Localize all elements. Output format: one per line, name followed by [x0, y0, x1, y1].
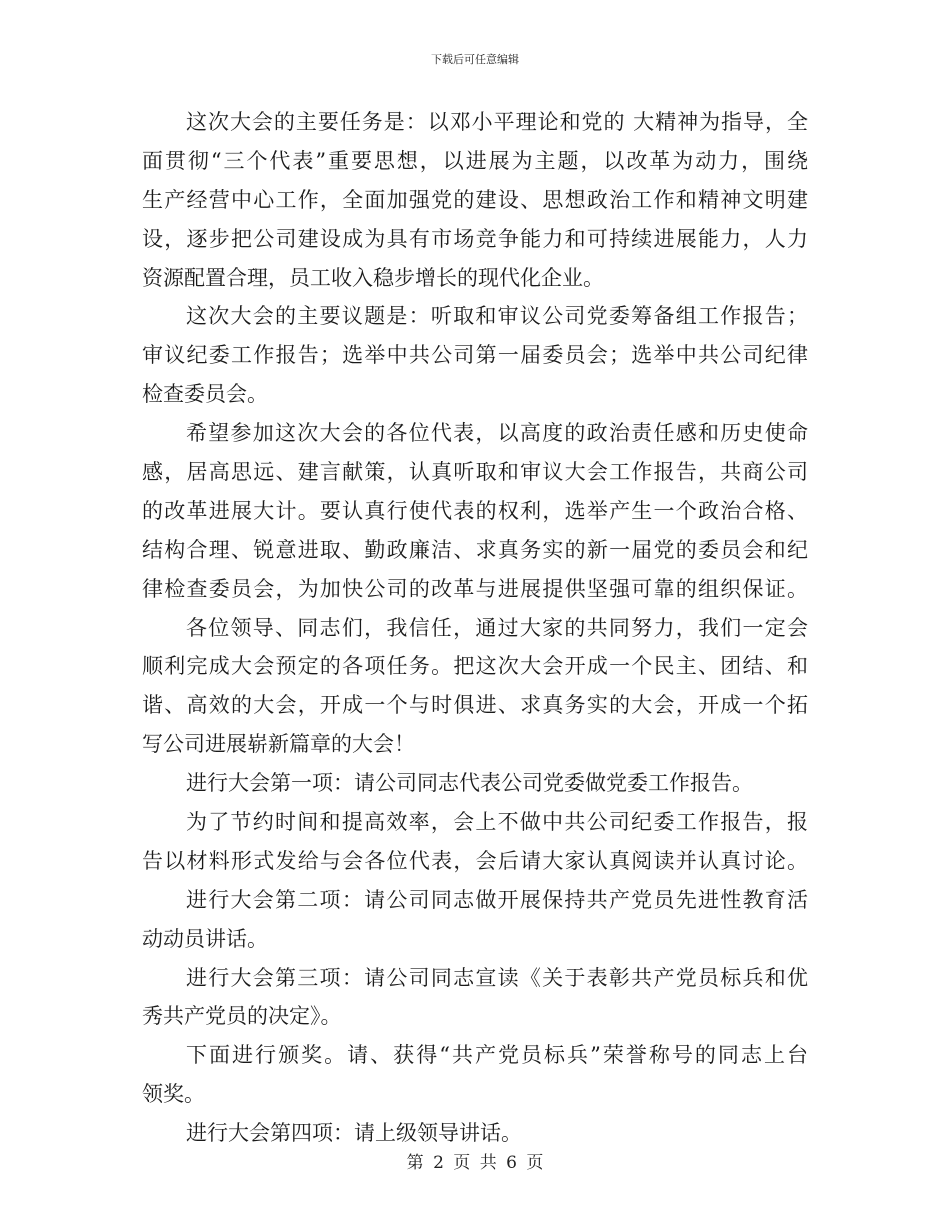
text-line: 设，逐步把公司建设成为具有市场竞争能力和可持续进展能力，人力 — [142, 226, 808, 251]
page-header: 下载后可任意编辑 — [431, 53, 519, 66]
text-line: 进行大会第一项：请公司同志代表公司党委做党委工作报告。 — [186, 771, 753, 796]
text-line: 为了节约时间和提高效率，会上不做中共公司纪委工作报告，报 — [186, 810, 808, 835]
text-line: 审议纪委工作报告；选举中共公司第一届委员会；选举中共公司纪律 — [142, 343, 808, 368]
text-line: 这次大会的主要任务是：以邓小平理论和党的 大精神为指导，全 — [186, 110, 808, 134]
text-line: 顺利完成大会预定的各项任务。把这次大会开成一个民主、团结、和 — [142, 654, 808, 679]
text-line: 感，居高思远、建言献策，认真听取和审议大会工作报告，共商公司 — [142, 460, 808, 485]
text-line: 谐、高效的大会，开成一个与时俱进、求真务实的大会，开成一个拓 — [142, 693, 808, 718]
page-number: 第 2 页 共 6 页 — [406, 1153, 544, 1173]
document-body — [142, 103, 808, 1153]
text-line: 检查委员会。 — [142, 382, 268, 407]
text-line: 进行大会第二项：请公司同志做开展保持共产党员先进性教育活 — [186, 887, 808, 912]
text-line: 秀共产党员的决定》。 — [142, 1004, 342, 1029]
text-line: 生产经营中心工作，全面加强党的建设、思想政治工作和精神文明建 — [142, 187, 808, 212]
text-line: 这次大会的主要议题是：听取和审议公司党委筹备组工作报告； — [186, 304, 808, 329]
text-line: 进行大会第四项：请上级领导讲话。 — [186, 1121, 522, 1146]
text-line: 告以材料形式发给与会各位代表，会后请大家认真阅读并认真讨论。 — [142, 848, 808, 873]
text-line: 下面进行颁奖。请、获得“共产党员标兵”荣誉称号的同志上台 — [186, 1043, 808, 1068]
text-line: 领奖。 — [142, 1082, 205, 1107]
text-line: 律检查委员会，为加快公司的改革与进展提供坚强可靠的组织保证。 — [142, 576, 808, 601]
text-line: 结构合理、锐意进取、勤政廉洁、求真务实的新一届党的委员会和纪 — [142, 537, 808, 562]
text-line: 各位领导、同志们，我信任，通过大家的共同努力，我们一定会 — [186, 615, 808, 640]
text-line: 资源配置合理，员工收入稳步增长的现代化企业。 — [142, 265, 604, 290]
text-line: 进行大会第三项：请公司同志宣读《关于表彰共产党员标兵和优 — [186, 965, 808, 990]
text-line: 写公司进展崭新篇章的大会！ — [142, 732, 415, 757]
text-line: 希望参加这次大会的各位代表，以高度的政治责任感和历史使命 — [186, 421, 808, 446]
text-line: 动动员讲话。 — [142, 926, 268, 951]
text-line: 面贯彻“三个代表”重要思想，以进展为主题，以改革为动力，围绕 — [142, 148, 808, 173]
text-line: 的改革进展大计。要认真行使代表的权利，选举产生一个政治合格、 — [142, 498, 808, 523]
